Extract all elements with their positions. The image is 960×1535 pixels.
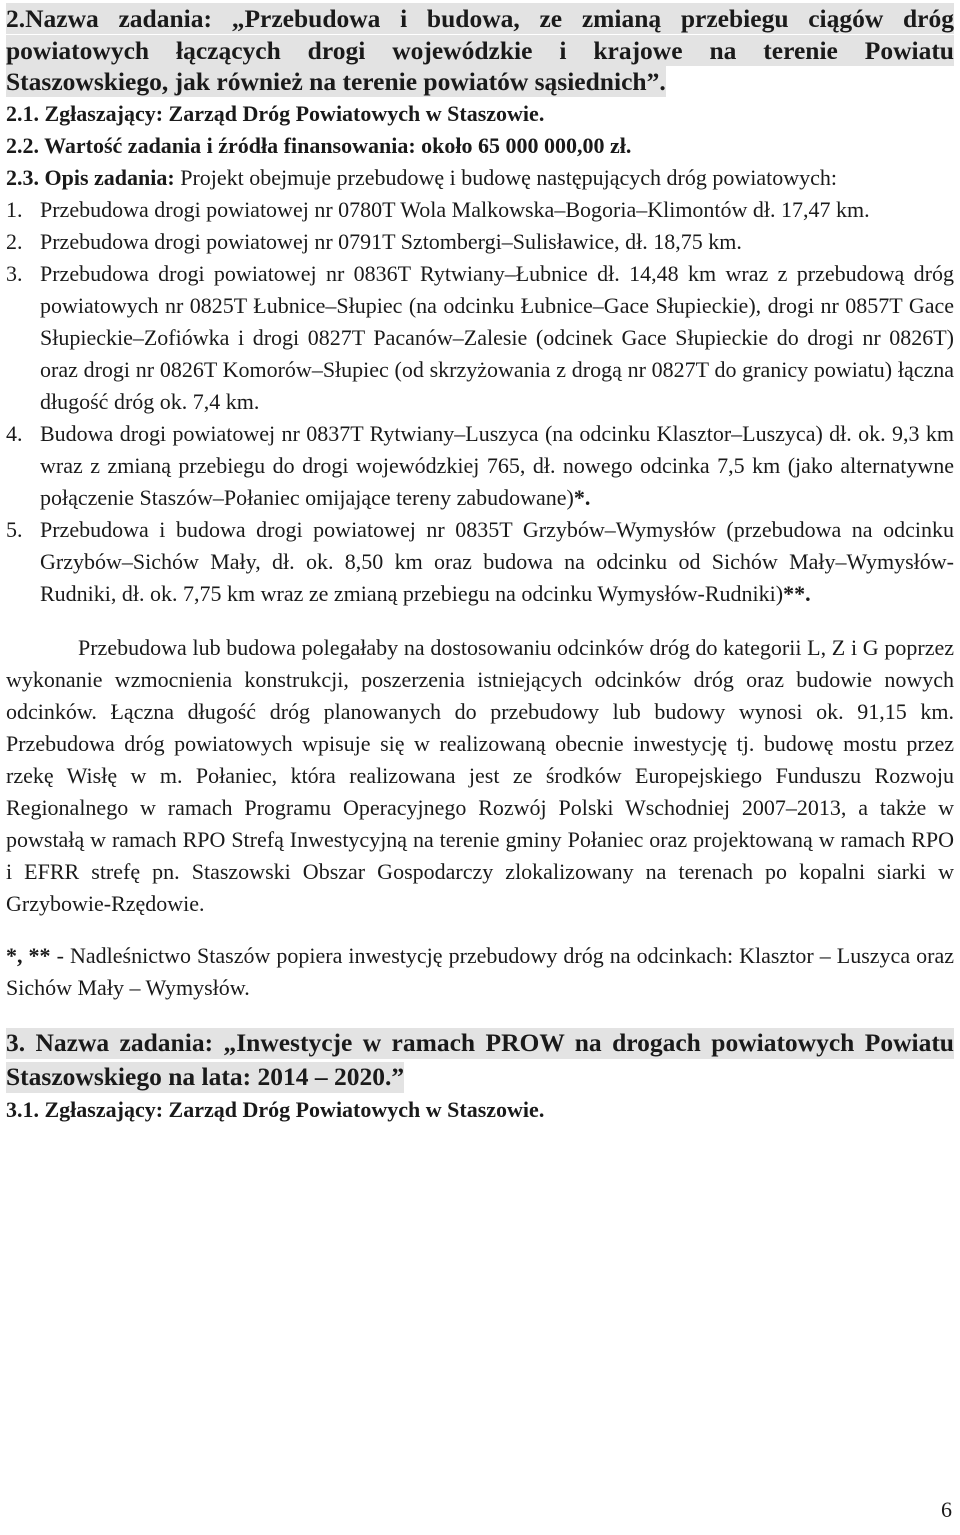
description-text: Projekt obejmuje przebudowę i budowę następujących dróg powiatowych: bbox=[180, 164, 837, 190]
section-2-title: 2.Nazwa zadania: „Przebudowa i budowa, ze zmianą przebiegu ciągów dróg powiatowych łączących drogi wojewódzkie i krajowe na terenie Powiatu Staszowskiego, jak również na terenie powiatów sąsiednich”. bbox=[6, 4, 954, 96]
section-3-title: 3. Nazwa zadania: „Inwestycje w ramach PROW na drogach powiatowych Powiatu Staszowskiego na lata: 2014 – 2020.” bbox=[6, 1027, 954, 1091]
list-item-text: Przebudowa drogi powiatowej nr 0791T Sztombergi–Sulisławice, dł. 18,75 km. bbox=[40, 228, 742, 254]
section-2-1-applicant: 2.1. Zgłaszający: Zarząd Dróg Powiatowych w Staszowie. bbox=[6, 100, 545, 126]
list-item-number: 5. bbox=[6, 516, 23, 542]
list-item-number: 3. bbox=[6, 260, 23, 286]
footnote bbox=[6, 940, 954, 1004]
list-item-number: 2. bbox=[6, 228, 23, 254]
list-item-number: 4. bbox=[6, 420, 23, 446]
footnote-marker: *. bbox=[573, 484, 591, 510]
section-2-2-value: 2.2. Wartość zadania i źródła finansowania: około 65 000 000,00 zł. bbox=[6, 132, 632, 158]
footnote-marks: *, ** bbox=[6, 942, 51, 968]
spacer bbox=[6, 1004, 954, 1026]
list-item bbox=[6, 194, 954, 226]
page-number: 6 bbox=[941, 1497, 952, 1522]
list-item bbox=[6, 226, 954, 258]
document-page bbox=[6, 0, 954, 1126]
description-label: 2.3. Opis zadania: bbox=[6, 164, 181, 190]
list-item-text: Przebudowa i budowa drogi powiatowej nr 0835T Grzybów–Wymysłów (przebudowa na odcinku Grzybów–Sichów Mały, dł. ok. 8,50 km oraz budowa na odcinku od Sichów Mały–Wymysłów-Rudniki, dł. ok. 7,75 km wraz ze zmianą przebiegu na odcinku Wymysłów-Rudniki)**. bbox=[40, 516, 954, 606]
spacer bbox=[6, 920, 954, 940]
spacer bbox=[6, 610, 954, 632]
list-item bbox=[6, 258, 954, 418]
section-3-1-applicant: 3.1. Zgłaszający: Zarząd Dróg Powiatowych w Staszowie. bbox=[6, 1096, 545, 1122]
list-item-text: Budowa drogi powiatowej nr 0837T Rytwiany–Luszyca (na odcinku Klasztor–Luszyca) dł. ok. 9,3 km wraz z zmianą przebiegu do drogi wojewódzkiej 765, dł. nowego odcinka 7,5 km (jako alternatywne połączenie Staszów–Połaniec omijające tereny zabudowane)*. bbox=[40, 420, 954, 510]
road-list bbox=[6, 194, 954, 610]
list-item bbox=[6, 418, 954, 514]
list-item bbox=[6, 514, 954, 610]
section-2-3-description bbox=[6, 162, 954, 194]
footnote-text: - Nadleśnictwo Staszów popiera inwestycję przebudowy dróg na odcinkach: Klasztor – Luszyca oraz Sichów Mały – Wymysłów. bbox=[6, 942, 955, 1000]
footnote-marker: **. bbox=[783, 580, 811, 606]
body-paragraph: Przebudowa lub budowa polegałaby na dostosowaniu odcinków dróg do kategorii L, Z i G poprzez wykonanie wzmocnienia konstrukcji, poszerzenia istniejących odcinków dróg oraz budowie nowych odcinków. Łączna długość dróg planowanych do przebudowy lub budowy wynosi ok. 91,15 km. Przebudowa dróg powiatowych wpisuje się w realizowaną obecnie inwestycję tj. budowę mostu przez rzekę Wisłę w m. Połaniec, która realizowana jest ze środków Europejskiego Funduszu Rozwoju Regionalnego w ramach Programu Operacyjnego Rozwój Polski Wschodniej 2007–2013, a także w powstałą w ramach RPO Strefą Inwestycyjną na terenie gminy Połaniec oraz projektowaną w ramach RPO i EFRR strefę pn. Staszowski Obszar Gospodarczy zlokalizowany na terenach po kopalni siarki w Grzybowie-Rzędowie. bbox=[6, 634, 954, 916]
list-item-text: Przebudowa drogi powiatowej nr 0836T Rytwiany–Łubnice dł. 14,48 km wraz z przebudową dróg powiatowych nr 0825T Łubnice–Słupiec (na odcinku Łubnice–Gace Słupieckie), drogi nr 0857T Gace Słupieckie–Zofiówka i drogi 0827T Pacanów–Zalesie (odcinek Gace Słupieckie do drogi nr 0826T) oraz drogi nr 0826T Komorów–Słupiec (od skrzyżowania z drogą nr 0827T do granicy powiatu) łączna długość dróg ok. 7,4 km. bbox=[40, 260, 954, 414]
list-item-text: Przebudowa drogi powiatowej nr 0780T Wola Malkowska–Bogoria–Klimontów dł. 17,47 km. bbox=[40, 196, 870, 222]
list-item-number: 1. bbox=[6, 196, 23, 222]
